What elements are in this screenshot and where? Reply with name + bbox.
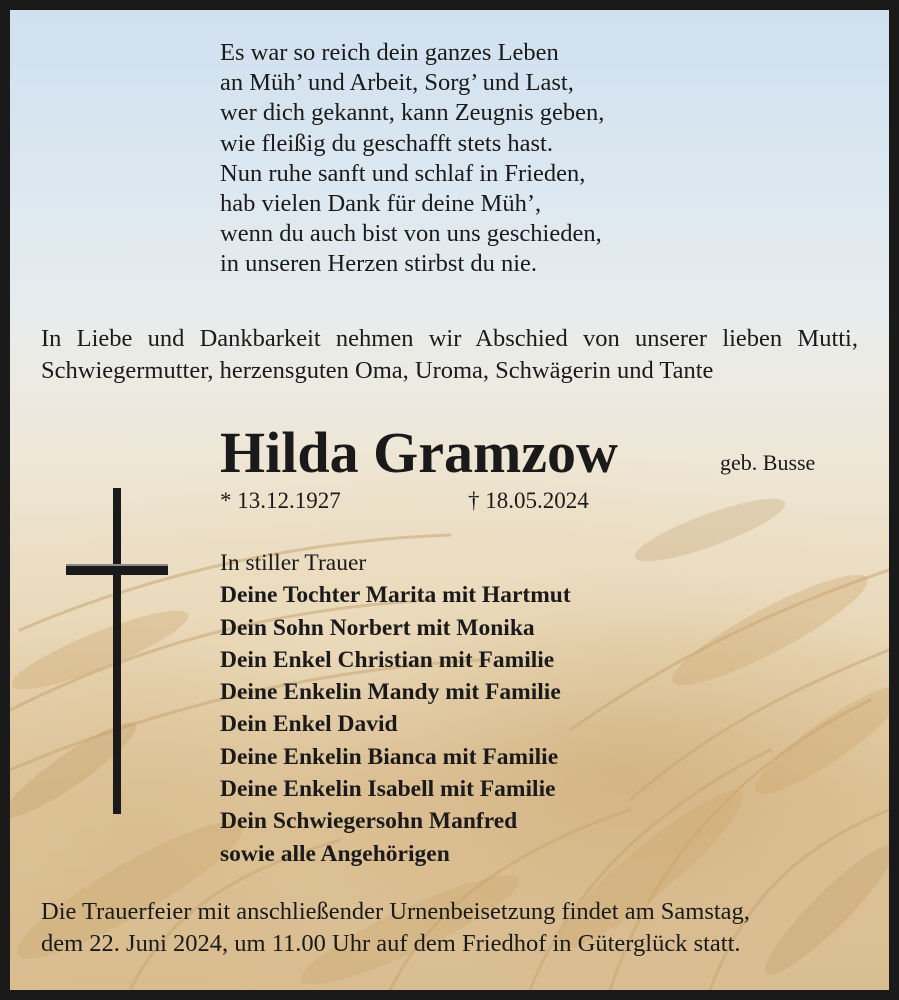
mourner-item: Deine Enkelin Isabell mit Familie bbox=[220, 776, 556, 803]
funeral-notice bbox=[41, 896, 750, 960]
funeral-notice-line: Die Trauerfeier mit anschließender Urnenbeisetzung findet am Samstag, bbox=[41, 898, 750, 925]
birth-date: * 13.12.1927 bbox=[220, 488, 341, 513]
birth-name: geb. Busse bbox=[720, 450, 816, 475]
memorial-poem bbox=[220, 38, 604, 280]
mourner-item: Deine Enkelin Mandy mit Familie bbox=[220, 679, 561, 706]
mourner-item: Dein Enkel Christian mit Familie bbox=[220, 646, 555, 673]
mourner-item: Dein Schwiegersohn Manfred bbox=[220, 808, 518, 835]
deceased-name: Hilda Gramzow bbox=[220, 420, 618, 485]
poem-line: in unseren Herzen stirbst du nie. bbox=[220, 250, 538, 278]
mourner-item: Dein Sohn Norbert mit Monika bbox=[220, 614, 535, 641]
poem-line: wenn du auch bist von uns geschieden, bbox=[220, 220, 602, 248]
poem-line: Es war so reich dein ganzes Leben bbox=[220, 39, 559, 66]
mourner-item: sowie alle Angehörigen bbox=[220, 840, 450, 867]
obituary-card bbox=[10, 10, 889, 990]
cross-icon bbox=[66, 488, 170, 818]
poem-line: wie fleißig du geschafft stets hast. bbox=[220, 129, 553, 157]
mourners-list bbox=[220, 547, 571, 870]
poem-line: an Müh’ und Arbeit, Sorg’ und Last, bbox=[220, 69, 574, 97]
poem-line: wer dich gekannt, kann Zeugnis geben, bbox=[220, 99, 605, 127]
intro-text: In Liebe und Dankbarkeit nehmen wir Abschied von unserer lieben Mutti, Schwiegermutter, herzensguten Oma, Uroma, Schwägerin und Tante bbox=[41, 325, 858, 384]
mourner-item: Dein Enkel David bbox=[220, 711, 398, 738]
funeral-notice-line: dem 22. Juni 2024, um 11.00 Uhr auf dem Friedhof in Güterglück statt. bbox=[41, 930, 741, 957]
mourners-heading: In stiller Trauer bbox=[220, 550, 367, 576]
mourner-item: Deine Tochter Marita mit Hartmut bbox=[220, 582, 571, 609]
death-date: † 18.05.2024 bbox=[468, 488, 589, 513]
poem-line: hab vielen Dank für deine Müh’, bbox=[220, 190, 542, 218]
poem-line: Nun ruhe sanft und schlaf in Frieden, bbox=[220, 159, 586, 187]
mourner-item: Deine Enkelin Bianca mit Familie bbox=[220, 743, 559, 770]
